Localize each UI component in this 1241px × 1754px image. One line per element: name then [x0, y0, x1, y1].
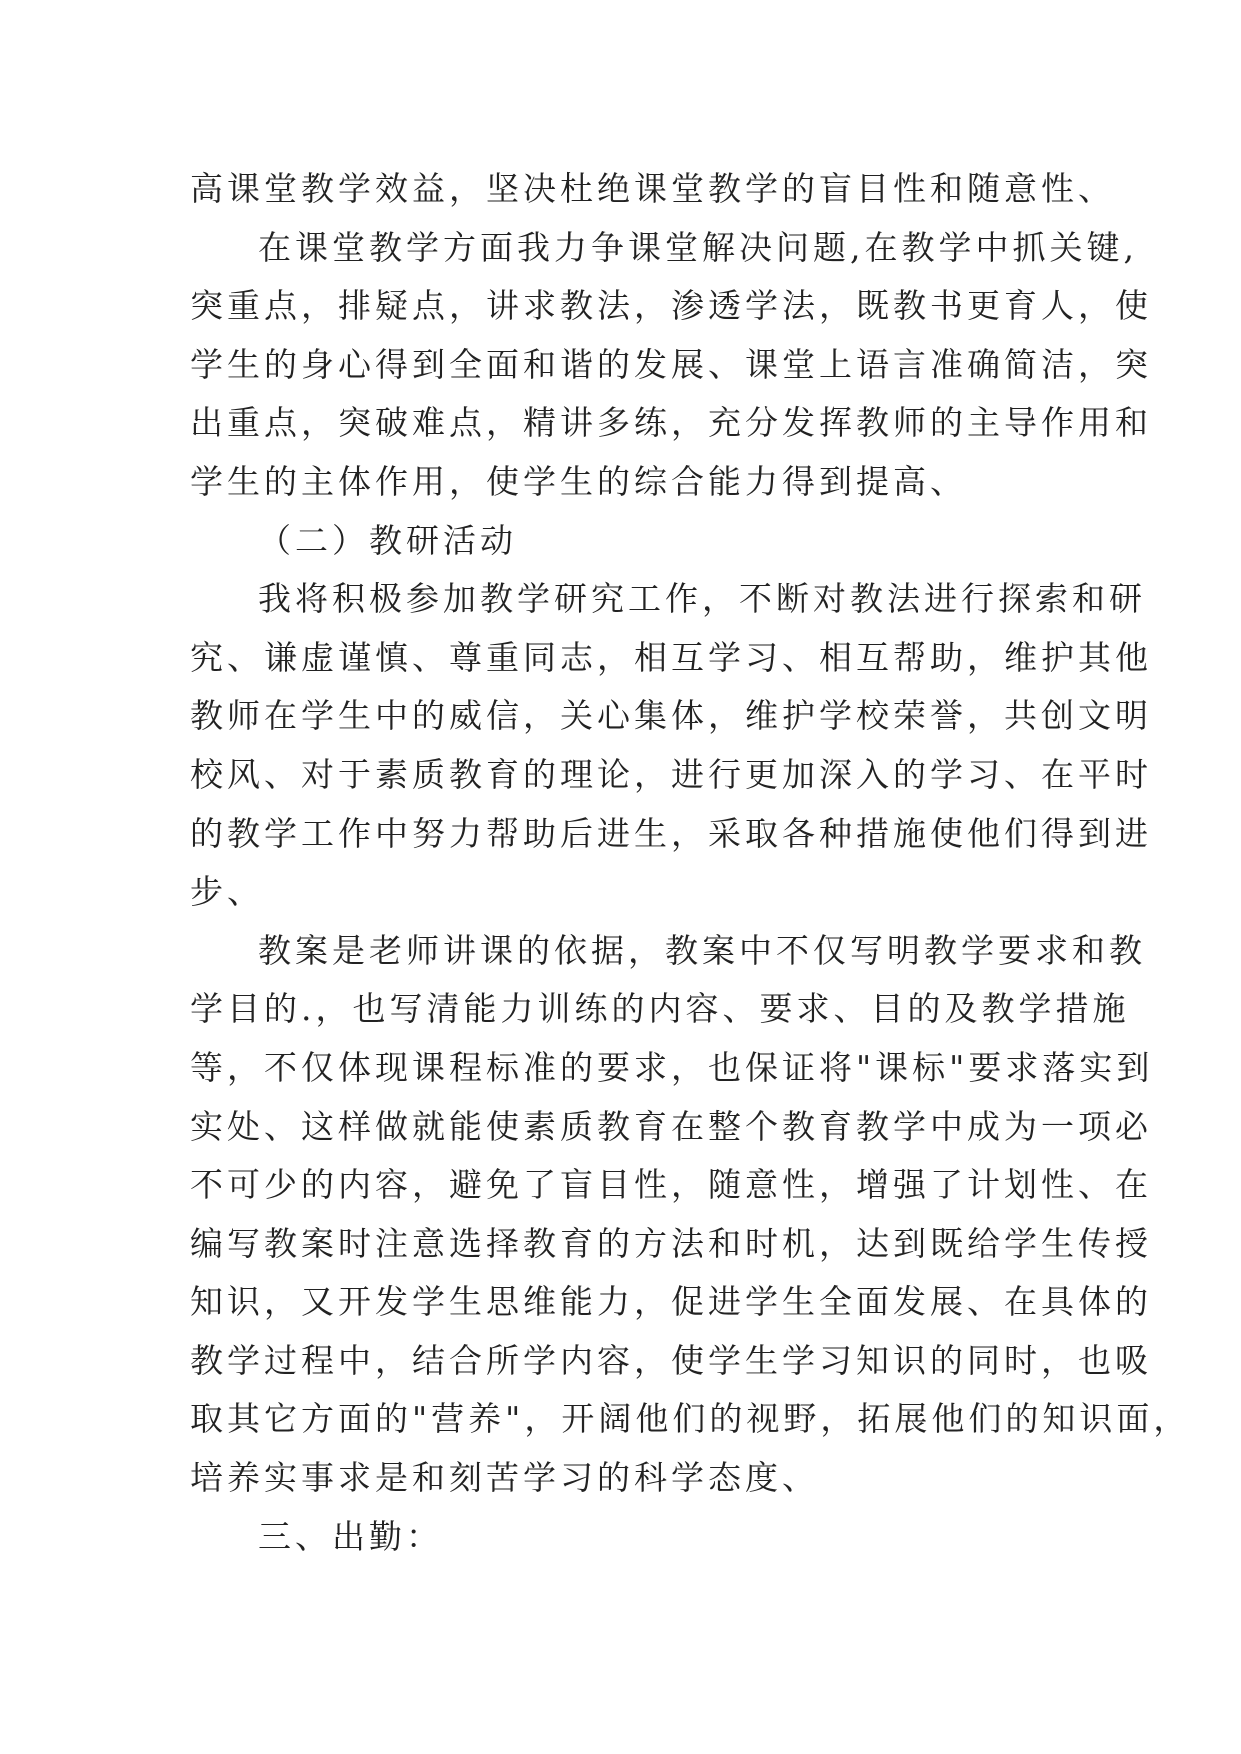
text-line: 等，不仅体现课程标准的要求，也保证将"课标"要求落实到	[190, 1047, 1154, 1087]
text-line: 步、	[190, 872, 264, 912]
text-line: 教师在学生中的威信，关心集体，维护学校荣誉，共创文明	[190, 696, 1152, 736]
text-line: 突重点，排疑点，讲求教法，渗透学法，既教书更育人，使	[190, 286, 1152, 326]
section-heading: 三、出勤：	[258, 1516, 443, 1556]
text-line: 实处、这样做就能使素质教育在整个教育教学中成为一项必	[190, 1106, 1152, 1146]
text-line: 在课堂教学方面我力争课堂解决问题,在教学中抓关键,	[258, 227, 1138, 267]
text-line: 取其它方面的"营养"，开阔他们的视野，拓展他们的知识面，	[190, 1399, 1191, 1439]
document-body	[190, 160, 1191, 1566]
text-line: 编写教案时注意选择教育的方法和时机，达到既给学生传授	[190, 1223, 1152, 1263]
text-line: 学目的.，也写清能力训练的内容、要求、目的及教学措施	[190, 989, 1130, 1029]
text-line: 学生的主体作用，使学生的综合能力得到提高、	[190, 461, 967, 501]
text-line: 出重点，突破难点，精讲多练，充分发挥教师的主导作用和	[190, 403, 1152, 443]
text-line: 不可少的内容，避免了盲目性，随意性，增强了计划性、在	[190, 1165, 1152, 1205]
text-line: 培养实事求是和刻苦学习的科学态度、	[190, 1458, 819, 1498]
text-line: 高课堂教学效益，坚决杜绝课堂教学的盲目性和随意性、	[190, 169, 1115, 208]
section-heading: （二）教研活动	[258, 520, 517, 560]
text-line: 的教学工作中努力帮助后进生，采取各种措施使他们得到进	[190, 813, 1152, 853]
text-line: 教案是老师讲课的依据，教案中不仅写明教学要求和教	[258, 930, 1146, 970]
text-line: 知识，又开发学生思维能力，促进学生全面发展、在具体的	[190, 1282, 1152, 1322]
text-line: 学生的身心得到全面和谐的发展、课堂上语言准确简洁，突	[190, 344, 1152, 384]
text-line: 我将积极参加教学研究工作，不断对教法进行探索和研	[258, 579, 1146, 619]
text-line: 校风、对于素质教育的理论，进行更加深入的学习、在平时	[190, 754, 1152, 794]
text-line: 究、谦虚谨慎、尊重同志，相互学习、相互帮助，维护其他	[190, 637, 1152, 677]
text-line: 教学过程中，结合所学内容，使学生学习知识的同时，也吸	[190, 1340, 1152, 1380]
